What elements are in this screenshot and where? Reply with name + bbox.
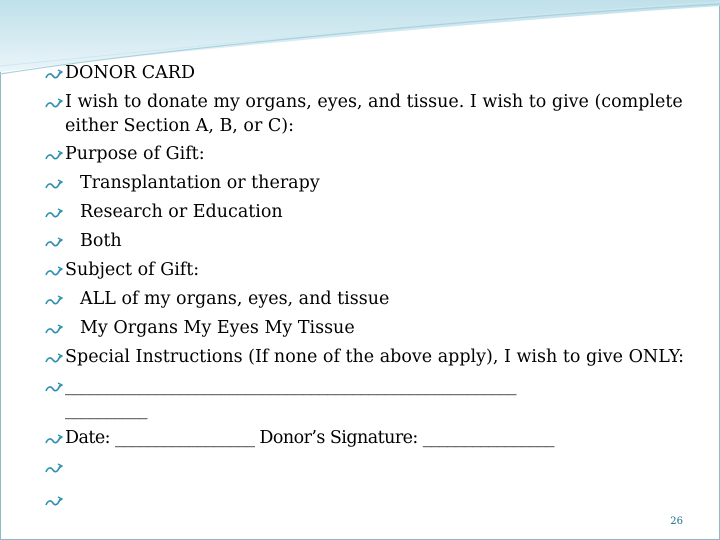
slide-number: 26 — [670, 516, 683, 527]
purpose-option-research: Research or Education — [80, 202, 283, 222]
donation-statement-continued: either Section A, B, or C): — [65, 116, 295, 136]
donation-statement: I wish to donate my organs, eyes, and tissue. I wish to give (complete — [65, 92, 683, 112]
wave-bullet-icon — [45, 351, 63, 365]
wave-bullet-icon — [45, 206, 63, 220]
subject-of-gift-heading: Subject of Gift: — [65, 260, 200, 280]
special-instructions-heading: Special Instructions (If none of the above apply), I wish to give ONLY: — [65, 347, 685, 367]
special-instructions-blank: _______________________________________________________ — [65, 376, 517, 396]
special-instructions-blank-continued: __________ — [65, 400, 148, 420]
wave-bullet-icon — [45, 494, 63, 508]
wave-bullet-icon — [45, 293, 63, 307]
purpose-of-gift-heading: Purpose of Gift: — [65, 144, 205, 164]
wave-bullet-icon — [45, 235, 63, 249]
subject-option-all: ALL of my organs, eyes, and tissue — [80, 289, 390, 309]
purpose-option-transplantation: Transplantation or therapy — [80, 173, 320, 193]
wave-bullet-icon — [45, 264, 63, 278]
donor-card-title: DONOR CARD — [65, 63, 196, 83]
wave-bullet-icon — [45, 148, 63, 162]
purpose-option-both: Both — [80, 231, 122, 251]
date-and-signature-line: Date: _________________ Donor’s Signature: ________________ — [65, 428, 554, 448]
wave-bullet-icon — [45, 96, 63, 110]
wave-bullet-icon — [45, 380, 63, 394]
wave-bullet-icon — [45, 461, 63, 475]
wave-bullet-icon — [45, 432, 63, 446]
wave-bullet-icon — [45, 67, 63, 81]
wave-bullet-icon — [45, 177, 63, 191]
wave-bullet-icon — [45, 322, 63, 336]
subject-option-specific: My Organs My Eyes My Tissue — [80, 318, 355, 338]
